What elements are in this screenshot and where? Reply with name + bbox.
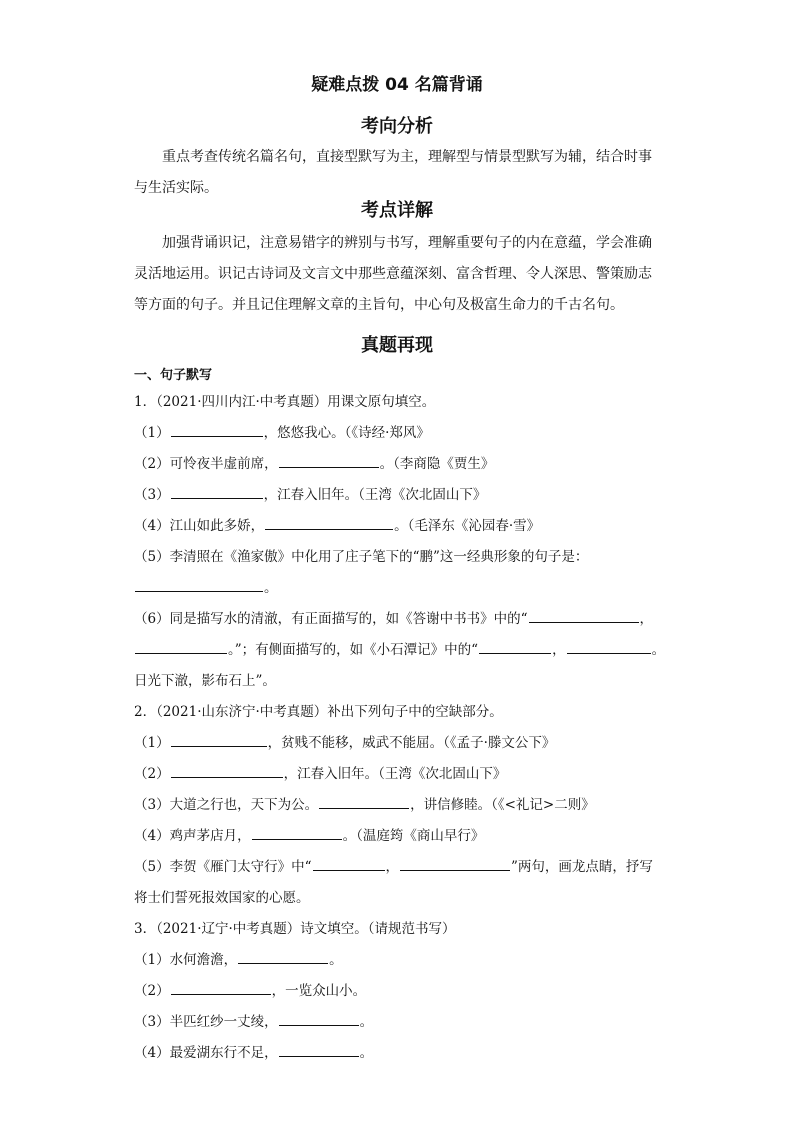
item-text: （2） (134, 766, 170, 782)
answer-blank[interactable] (279, 1042, 359, 1057)
item-text: （1）水何澹澹， (134, 952, 238, 968)
answer-blank[interactable] (135, 639, 227, 654)
question-1-item-5-answer (134, 576, 278, 596)
answer-blank[interactable] (252, 825, 342, 840)
answer-blank[interactable] (319, 794, 409, 809)
item-text: ，一览众山小。 (271, 983, 367, 999)
answer-blank[interactable] (265, 515, 393, 530)
item-text: 日光下澈，影布石上”。 (134, 673, 276, 689)
item-text: ， (639, 611, 653, 627)
answer-blank[interactable] (279, 453, 379, 468)
item-text: （1） (134, 425, 170, 441)
item-text: （3） (134, 487, 170, 503)
document-title: 疑难点拨 04 名篇背诵 (311, 75, 483, 95)
item-text: 。 (264, 580, 278, 596)
answer-blank[interactable] (400, 856, 510, 871)
item-text: 。 (651, 642, 666, 658)
item-text: 。（毛泽东《沁园春·雪》 (394, 518, 541, 534)
question-2-item-5-cont (134, 886, 310, 906)
item-text: （5）李贺《雁门太守行》中“ (134, 859, 312, 875)
question-1-item-2 (134, 452, 494, 472)
answer-blank[interactable] (171, 980, 271, 995)
question-2-item-3 (134, 793, 595, 813)
question-2-item-4 (134, 824, 484, 844)
item-text: ，讲信修睦。（《<礼记>二则》 (410, 797, 595, 813)
question-3-item-1 (134, 948, 343, 968)
question-1-item-1 (134, 421, 430, 441)
question-3-item-2 (134, 979, 366, 999)
item-text: 将士们誓死报效国家的心愿。 (134, 890, 310, 906)
item-text: ，江春入旧年。（王湾《次北固山下》 (263, 487, 487, 503)
answer-blank[interactable] (135, 577, 263, 592)
item-text: （1） (134, 735, 170, 751)
question-1-item-5 (134, 545, 588, 565)
question-1-item-6-end (134, 669, 276, 689)
answer-blank[interactable] (238, 949, 328, 964)
answer-blank[interactable] (171, 484, 263, 499)
item-text: （3）大道之行也，天下为公。 (134, 797, 319, 813)
section-title-details: 考点详解 (361, 200, 433, 221)
answer-blank[interactable] (313, 856, 385, 871)
answer-blank[interactable] (479, 639, 551, 654)
answer-blank[interactable] (567, 639, 651, 654)
question-3-stem: 3．（2021·辽宁·中考真题）诗文填空。（请规范书写） (134, 921, 456, 937)
item-text: （2）可怜夜半虚前席， (134, 456, 278, 472)
item-text: ，江春入旧年。（王湾《次北固山下》 (283, 766, 507, 782)
item-text: ”两句，画龙点睛，抒写 (511, 859, 653, 875)
answer-blank[interactable] (529, 608, 639, 623)
question-1-item-6-cont (134, 638, 665, 658)
question-3-item-4 (134, 1041, 373, 1061)
item-text: 。 (359, 1045, 374, 1061)
item-text: （5）李清照在《渔家傲》中化用了庄子笔下的“鹏”这一经典形象的句子是： (134, 549, 589, 565)
item-text: （6）同是描写水的清澈，有正面描写的，如《答谢中书书》中的“ (134, 611, 528, 627)
item-text: ， (552, 642, 566, 658)
item-text: （4）江山如此多娇， (134, 518, 265, 534)
section-title-analysis: 考向分析 (361, 116, 433, 137)
question-2-item-5 (134, 855, 653, 875)
answer-blank[interactable] (171, 422, 263, 437)
analysis-paragraph: 重点考查传统名篇名句，直接型默写为主，理解型与情景型默写为辅，结合时事与生活实际。 (134, 149, 652, 196)
item-text: 。 (359, 1014, 374, 1030)
item-text: （2） (134, 983, 170, 999)
item-text: （4）最爱湖东行不足， (134, 1045, 278, 1061)
answer-blank[interactable] (279, 1011, 359, 1026)
question-2-item-2 (134, 762, 506, 782)
item-text: ，悠悠我心。（《诗经·郑风》 (263, 425, 430, 441)
question-1-item-4 (134, 514, 540, 534)
answer-blank[interactable] (171, 732, 267, 747)
question-1-item-6 (134, 607, 653, 627)
question-2-stem: 2．（2021·山东济宁·中考真题）补出下列句子中的空缺部分。 (134, 704, 503, 720)
item-text: （4）鸡声茅店月， (134, 828, 251, 844)
item-text: 。 (329, 952, 343, 968)
item-text: 。（温庭筠《商山早行》 (342, 828, 485, 844)
item-text: ， (385, 859, 399, 875)
item-text: ，贫贱不能移，威武不能屈。（《孟子·滕文公下》 (267, 735, 556, 751)
item-text: （3）半匹红纱一丈绫， (134, 1014, 278, 1030)
subheading-sentence-dictation: 一、句子默写 (134, 368, 213, 383)
details-paragraph: 加强背诵识记，注意易错字的辨别与书写，理解重要句子的内在意蕴，学会准确灵活地运用。识记古诗词及文言文中那些意蕴深刻、富含哲理、令人深思、警策励志等方面的句子。并且记住理解文章的主旨句，中心句及极富生命力的千古名句。 (134, 235, 652, 313)
question-3-item-3 (134, 1010, 373, 1030)
question-2-item-1 (134, 731, 555, 751)
section-title-real-questions: 真题再现 (361, 335, 433, 356)
question-1-item-3 (134, 483, 486, 503)
item-text: 。”；有侧面描写的，如《小石潭记》中的“ (228, 642, 479, 658)
question-1-stem: 1．（2021·四川内江·中考真题）用课文原句填空。 (134, 394, 436, 410)
answer-blank[interactable] (171, 763, 283, 778)
item-text: 。（李商隐《贾生》 (379, 456, 495, 472)
